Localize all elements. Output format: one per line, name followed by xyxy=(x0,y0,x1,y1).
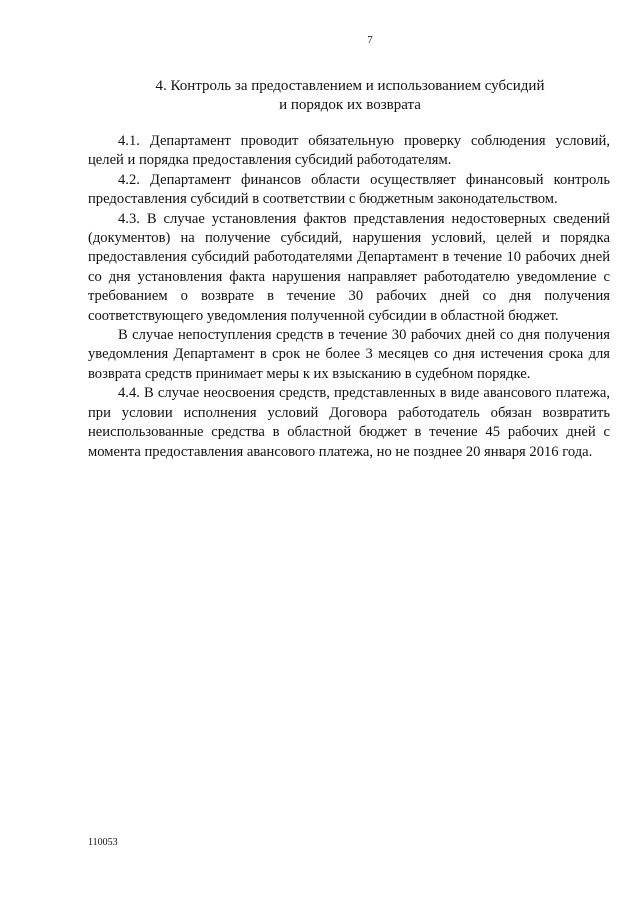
section-heading xyxy=(90,77,610,115)
section-heading-line-2: и порядок их возврата xyxy=(279,97,421,113)
page-number: 7 xyxy=(367,34,373,46)
paragraph-4-4: 4.4. В случае неосвоения средств, представленных в виде авансового платежа, при условии исполнения условий Договора работодатель обязан возвратить неиспользованные средства в областной бюджет в течение 45 рабочих дней с момента предоставления авансового платежа, но не позднее 20 января 2016 года. xyxy=(88,385,610,460)
body-text xyxy=(88,132,610,462)
document-code: 110053 xyxy=(88,837,118,848)
section-heading-line-1: 4. Контроль за предоставлением и использованием субсидий xyxy=(155,78,545,94)
paragraph-4-1: 4.1. Департамент проводит обязательную проверку соблюдения условий, целей и порядка предоставления субсидий работодателям. xyxy=(88,133,610,169)
paragraph-4-2: 4.2. Департамент финансов области осуществляет финансовый контроль предоставления субсидий в соответствии с бюджетным законодательством. xyxy=(88,171,610,208)
paragraph-4-3: 4.3. В случае установления фактов представления недостоверных сведений (документов) на получение субсидий, нарушения условий, целей и порядка предоставления субсидий работодателями Департамент в течение 10 рабочих дней со дня установления факта нарушения направляет работодателю уведомление с требованием о возврате в течение 30 рабочих дней со дня получения соответствующего уведомления полученной субсидии в областной бюджет. xyxy=(88,210,610,324)
paragraph-4-3-continued: В случае непоступления средств в течение 30 рабочих дней со дня получения уведомления Департамент в срок не более 3 месяцев со дня истечения срока для возврата средств принимает меры к их взысканию в судебном порядке. xyxy=(88,327,610,382)
